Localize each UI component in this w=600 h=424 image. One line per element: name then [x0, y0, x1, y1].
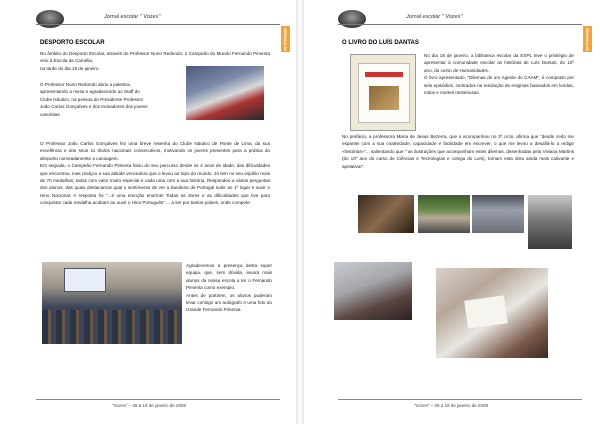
school-logo-icon: [338, 10, 366, 28]
paragraph: No âmbito do Desporto Escolar, através do Professor Nuno Redondo, o Campeão do Mundo Fernando Pimenta veio à Escola da Camélia,: [40, 51, 270, 64]
header-divider: [36, 24, 280, 25]
paragraph: apresentando a mesa e agradecendo ao Staff do: [40, 89, 140, 95]
header-title: Jornal escolar " Vozes": [104, 14, 161, 20]
footer-divider: [338, 399, 582, 400]
paragraph: O Professor João Carlos Gonçalves fez uma breve resenha do Clube Náutico de Ponte de Lima, da sua excelência e dos seus 11 títulos nacionais consecutivos, motivando os jovens presentes para a prática do desporto nomeadamente a canoagem.: [40, 141, 270, 161]
paragraph: Antes de partirem, os alunos puderam levar consigo um autógrafo e uma foto do Grande Fernando Pimenta.: [186, 292, 272, 313]
left-page: [4, 0, 294, 424]
paragraph: Clube Náutico, na pessoa do Presidente Professor: [40, 96, 144, 102]
event-photo: [358, 195, 414, 233]
paragraph: Em seguida, o Campeão Fernando Pimenta falou do seu percurso desde os 4 anos de idade, das dificuldades que encontrou, mas realçou a sua atitude vencedora que o levou ao topo do mundo. Já tem no seu espólio mais de 70 medalhas, todas com valor muito especial e cada uma com a sua história. Respondeu a várias perguntas dos alunos, das quais destacamos qual o sentimento de ver a bandeira de Portugal subir ao 1º lugar e ouvir o Hino Nacional. A resposta foi "...é uma emoção enorme! Todas as dores e as dificuldades que tive para conquistar cada medalha acabam ao ouvir o Hino Português".... a ser por tantos países, onde compete.: [40, 163, 270, 206]
article-closing: [186, 262, 272, 314]
event-photo: [418, 195, 470, 233]
page-footer: "Vozes" – 08 a 19 de janeiro de 2008: [111, 403, 186, 408]
paragraph: No dia 18 de janeiro, a biblioteca escolar da ESPL teve o privilégio de apresentar à comunidade escolar as histórias de Luís Dantas, do 10º ano, do curso de Humanidades.: [424, 53, 574, 73]
auditorium-photo: [42, 262, 182, 344]
paragraph: O Professor Nuno Redondo abriu a palestra,: [40, 82, 131, 87]
paragraph: No prefácio, a professora Maria de Jesus Bezerra, que o acompanhou no 3º ciclo, afirma que "desde cedo me espantei com a sua criatividade, capacidade e facilidade em escrever, o que me levou a desafiá-lo a redigir «histórias»"... salientando que " as ilustrações que acompanham estes dilemas, desenhadas pela Viviana Martins (do 10º ano do curso de Ciências e Tecnologias e colega do Luís), tornam esta obra ainda mais cativante e apelativa!".: [342, 134, 574, 169]
event-photo: [472, 195, 524, 233]
audience: [42, 310, 182, 344]
footer-divider: [36, 399, 280, 400]
paragraph: canoístas.: [40, 111, 61, 117]
article-wrap-text: [40, 81, 182, 118]
school-logo-icon: [36, 10, 64, 28]
article-intro: [424, 52, 574, 96]
speaker-photo: [528, 195, 572, 249]
canoe-photo: [186, 66, 264, 120]
section-title: O LIVRO DO LUÍS DANTAS: [342, 40, 419, 46]
article-body: [40, 140, 270, 207]
week-tab: SEMANA 08: [585, 27, 590, 51]
paragraph: Agradecemos a presença desta super equipa, que, sem dúvida, levará mais alunos da nossa escola a ter o Fernando Pimenta como exemplo.: [186, 263, 272, 291]
paragraph: O livro apresentado, "Dilemas de um Agente do CAAM", é composto por seis episódios, centrados na resolução de enigmas baseados em lendas, mitos e mortes misteriosas.: [424, 75, 574, 96]
page-footer: "Vozes" – 08 a 19 de janeiro de 2008: [413, 403, 488, 408]
section-title: DESPORTO ESCOLAR: [40, 40, 105, 46]
projection-screen: [64, 268, 106, 292]
book-signing-photo: [436, 268, 548, 358]
page-gutter: [296, 0, 304, 424]
paragraph: na tarde do dia 18 de janeiro.: [40, 65, 100, 71]
audience-photo: [334, 262, 412, 320]
header-divider: [338, 24, 582, 25]
book-cover-photo: [350, 54, 416, 131]
header-title: Jornal escolar " Vozes": [406, 14, 463, 20]
paragraph: João Carlos Gonçalves e dos treinadores dos jovens: [40, 104, 148, 110]
article-body: [342, 133, 574, 170]
week-tab: SEMANA 08: [283, 27, 288, 51]
